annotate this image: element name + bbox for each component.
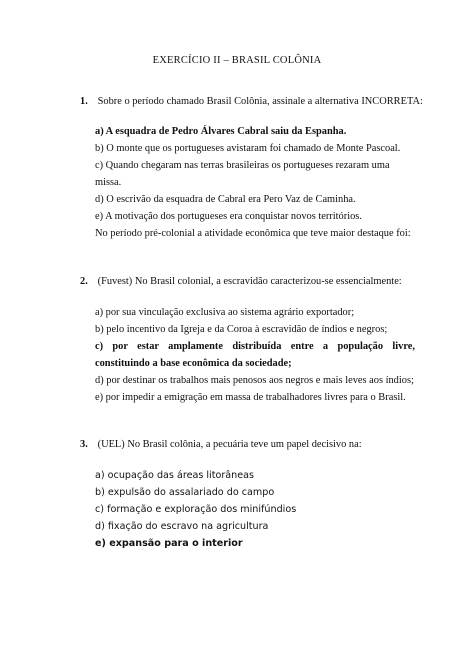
question-3-option-c: c) formação e exploração dos minifúndios [95, 504, 297, 515]
document-title: EXERCÍCIO II – BRASIL COLÔNIA [152, 55, 322, 66]
question-1-number: 1. [80, 96, 88, 107]
question-1-option-a: a) A esquadra de Pedro Álvares Cabral saiu da Espanha. [95, 126, 347, 137]
question-3-option-d: d) fixação do escravo na agricultura [95, 521, 269, 532]
question-2-option-c-continued: constituindo a base econômica da sociedade; [95, 358, 292, 369]
question-1-prompt: Sobre o período chamado Brasil Colônia, assinale a alternativa INCORRETA: [97, 96, 423, 107]
question-2-prompt: (Fuvest) No Brasil colonial, a escravidão caracterizou-se essencialmente: [97, 276, 402, 287]
question-1-note: No período pré-colonial a atividade econômica que teve maior destaque foi: [95, 228, 411, 239]
question-3-prompt: (UEL) No Brasil colônia, a pecuária teve um papel decisivo na: [97, 439, 362, 450]
question-2-option-d: d) por destinar os trabalhos mais penosos aos negros e mais leves aos índios; [95, 375, 414, 386]
question-3-option-a: a) ocupação das áreas litorâneas [95, 470, 255, 481]
question-3-option-b: b) expulsão do assalariado do campo [95, 487, 275, 498]
question-2-prompt-line [80, 275, 420, 289]
question-1-prompt-line [80, 95, 423, 109]
question-2-option-c: c) por estar amplamente distribuída entre a população livre, [95, 341, 415, 352]
question-2-option-a: a) por sua vinculação exclusiva ao sistema agrário exportador; [95, 307, 355, 318]
question-2-option-b: b) pelo incentivo da Igreja e da Coroa à escravidão de índios e negros; [95, 324, 388, 335]
question-3-prompt-line [80, 438, 420, 452]
question-1-option-c: c) Quando chegaram nas terras brasileiras os portugueses rezaram uma [95, 160, 390, 171]
question-1-option-d: d) O escrivão da esquadra de Cabral era Pero Vaz de Caminha. [95, 194, 356, 205]
question-1-option-b: b) O monte que os portugueses avistaram foi chamado de Monte Pascoal. [95, 143, 401, 154]
question-1-option-c-continued: missa. [95, 177, 122, 188]
question-1-option-e: e) A motivação dos portugueses era conquistar novos territórios. [95, 211, 362, 222]
question-3-option-e: e) expansão para o interior [95, 538, 243, 549]
question-2-number: 2. [80, 276, 88, 287]
question-2-option-e: e) por impedir a emigração em massa de trabalhadores livres para o Brasil. [95, 392, 406, 403]
question-3-number: 3. [80, 439, 88, 450]
